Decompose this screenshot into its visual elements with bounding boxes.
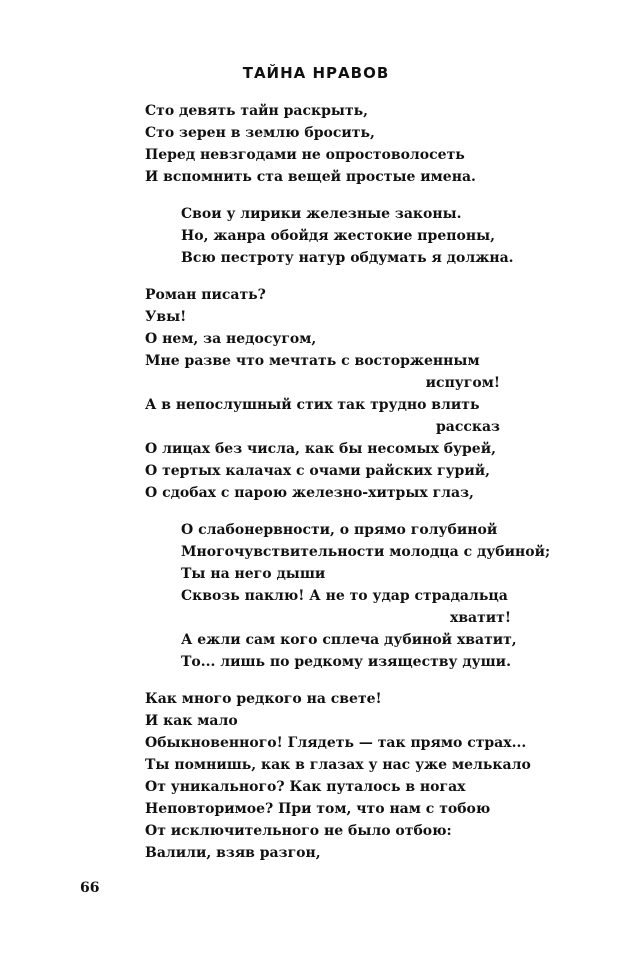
poem-line: От уникального? Как путалось в ногах — [145, 779, 466, 795]
stanza-2 — [181, 203, 514, 269]
poem-line: Свои у лирики железные законы. — [181, 206, 462, 222]
poem-title: ТАЙНА НРАВОВ — [242, 64, 390, 82]
poem-line: Валили, взяв разгон, — [145, 845, 321, 861]
poem-line: Сквозь паклю! А не то удар страдальца — [181, 588, 508, 604]
poem-line: А ежли сам кого сплеча дубиной хватит, — [181, 632, 517, 648]
poem-line: Роман писать? — [145, 287, 266, 303]
poem-line-continuation: испугом! — [425, 375, 500, 391]
poem-line: Ты помнишь, как в глазах у нас уже мелькало — [145, 757, 531, 773]
stanza-4 — [181, 519, 551, 673]
poem-line: А в непослушный стих так трудно влить — [145, 397, 480, 413]
stanza-5 — [145, 688, 531, 864]
poem-line: Всю пестроту натур обдумать я должна. — [181, 250, 514, 266]
poem-line: О сдобах с парою железно-хитрых глаз, — [145, 485, 474, 501]
stanza-1 — [145, 100, 476, 188]
poem-line: От исключительного не было отбою: — [145, 823, 452, 839]
poem-line: Мне разве что мечтать с восторженным — [145, 353, 480, 369]
poem-line-continuation: хватит! — [449, 610, 511, 626]
poem-line: Сто зерен в землю бросить, — [145, 125, 375, 141]
poem-line: О лицах без числа, как бы несомых бурей, — [145, 441, 496, 457]
stanza-3 — [145, 284, 500, 504]
poem-line-continuation: рассказ — [435, 419, 500, 435]
poem-line: Ты на него дыши — [181, 566, 326, 582]
poem-line: Увы! — [145, 309, 187, 325]
poem-line: О слабонервности, о прямо голубиной — [181, 522, 498, 538]
poem-line: Обыкновенного! Глядеть — так прямо страх... — [145, 735, 527, 751]
poem-line: Перед невзгодами не опростоволосеть — [145, 147, 465, 163]
poem-line: О нем, за недосугом, — [145, 331, 317, 347]
poem-line: Сто девять тайн раскрыть, — [145, 103, 369, 119]
page-number: 66 — [80, 880, 100, 896]
poem-line: О тертых калачах с очами райских гурий, — [145, 463, 490, 479]
poem-line: И как мало — [145, 713, 238, 729]
poem-line: Неповторимое? При том, что нам с тобою — [145, 801, 491, 817]
poem-line: Но, жанра обойдя жестокие препоны, — [181, 228, 495, 244]
poem-line: Многочувствительности молодца с дубиной; — [181, 544, 551, 560]
poem-line: Как много редкого на свете! — [145, 691, 382, 707]
poem-line: То... лишь по редкому изяществу души. — [181, 654, 511, 670]
poem-line: И вспомнить ста вещей простые имена. — [145, 169, 476, 185]
